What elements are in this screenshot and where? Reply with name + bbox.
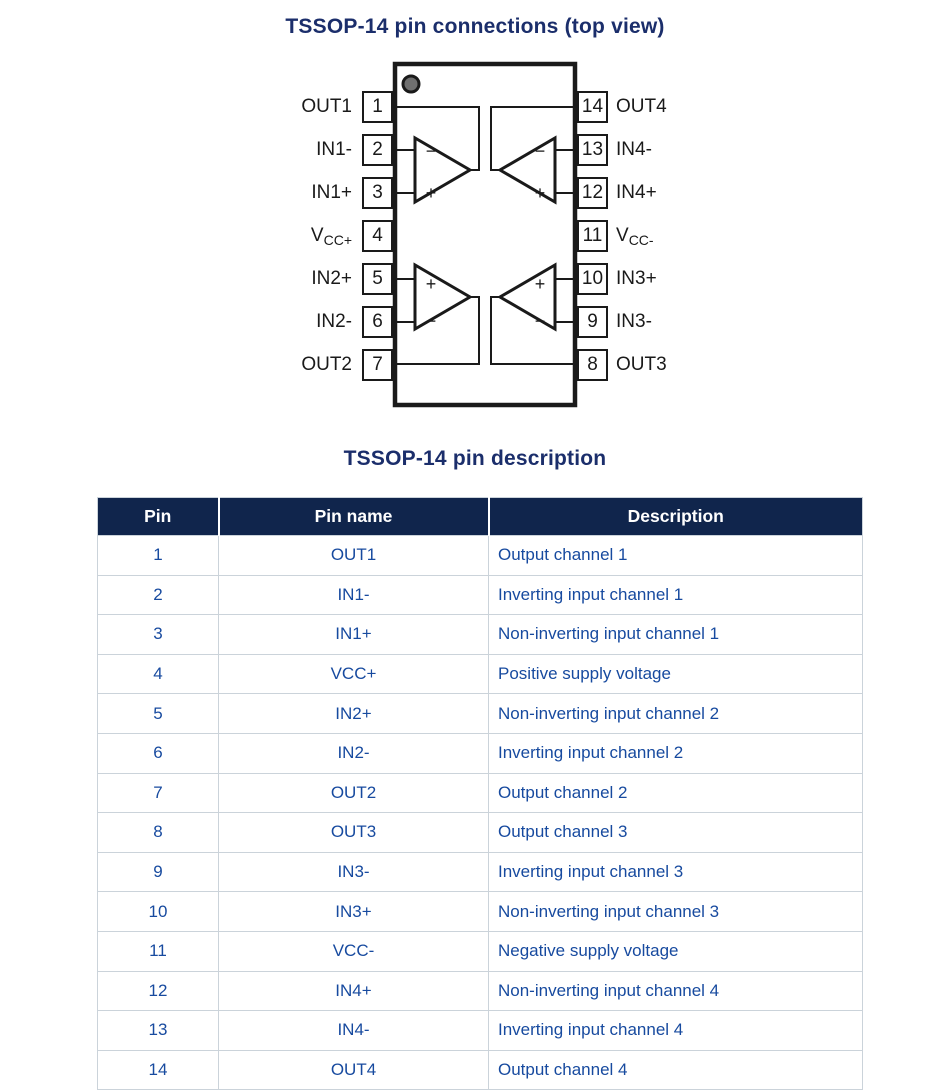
cell-pin-number: 14 — [98, 1050, 219, 1090]
cell-description: Inverting input channel 2 — [489, 733, 863, 773]
table-row — [98, 1050, 863, 1090]
pin-label-text: OUT4 — [616, 96, 667, 117]
pin-number: 5 — [372, 268, 383, 289]
pin-label-text: OUT1 — [301, 96, 352, 117]
pin-number: 12 — [581, 182, 604, 203]
cell-pin-number: 10 — [98, 892, 219, 932]
table-row — [98, 575, 863, 615]
cell-description: Output channel 2 — [489, 773, 863, 813]
pin-14-box — [577, 91, 608, 123]
pin-4-box — [362, 220, 393, 252]
pin-10-label — [616, 266, 836, 292]
opamp-ch2-plus-sign: + — [425, 274, 437, 294]
pin-11-box — [577, 220, 608, 252]
pin-number: 11 — [582, 225, 603, 246]
cell-pin-name: VCC- — [219, 931, 489, 971]
table-row — [98, 931, 863, 971]
pin-14-label — [616, 94, 836, 120]
opamp-ch3-plus-sign: + — [534, 274, 546, 294]
pin-label-text: IN4+ — [616, 182, 657, 203]
cell-pin-number: 11 — [98, 931, 219, 971]
cell-description: Negative supply voltage — [489, 931, 863, 971]
opamp-ch3-minus-sign: − — [534, 311, 546, 331]
cell-pin-number: 6 — [98, 733, 219, 773]
table-header-row — [98, 498, 863, 536]
cell-pin-number: 4 — [98, 654, 219, 694]
cell-description: Positive supply voltage — [489, 654, 863, 694]
pin-number: 9 — [587, 311, 598, 332]
pin-number: 13 — [581, 139, 604, 160]
cell-pin-number: 1 — [98, 536, 219, 576]
table-row — [98, 892, 863, 932]
pin-12-label — [616, 180, 836, 206]
cell-description: Output channel 1 — [489, 536, 863, 576]
table-row — [98, 852, 863, 892]
pin-label-text: IN2- — [316, 311, 352, 332]
cell-pin-name: IN2+ — [219, 694, 489, 734]
pin-12-box — [577, 177, 608, 209]
cell-pin-name: IN3+ — [219, 892, 489, 932]
table-row — [98, 971, 863, 1011]
cell-pin-number: 13 — [98, 1011, 219, 1051]
pin-3-box — [362, 177, 393, 209]
pin-label-text: IN3- — [616, 311, 652, 332]
cell-description: Non-inverting input channel 1 — [489, 615, 863, 655]
pin-number: 4 — [372, 225, 383, 246]
table-row — [98, 1011, 863, 1051]
pin-9-box — [577, 306, 608, 338]
cell-pin-name: OUT2 — [219, 773, 489, 813]
table-row — [98, 536, 863, 576]
pin-13-label — [616, 137, 836, 163]
cell-description: Inverting input channel 4 — [489, 1011, 863, 1051]
pin-label-text: OUT3 — [616, 354, 667, 375]
cell-pin-number: 8 — [98, 813, 219, 853]
pin-5-label — [140, 266, 352, 292]
pin-label-text: V — [616, 225, 629, 246]
pin-2-box — [362, 134, 393, 166]
pin-number: 10 — [581, 268, 604, 289]
pin-label-text: IN1+ — [311, 182, 352, 203]
pin-number: 8 — [587, 354, 598, 375]
pin-6-box — [362, 306, 393, 338]
pin-11-label — [616, 223, 836, 249]
pin-label-text: OUT2 — [301, 354, 352, 375]
pin-description-table — [97, 497, 863, 1090]
cell-pin-name: IN1- — [219, 575, 489, 615]
cell-pin-name: IN4+ — [219, 971, 489, 1011]
pin-1-box — [362, 91, 393, 123]
cell-pin-name: OUT3 — [219, 813, 489, 853]
cell-description: Inverting input channel 1 — [489, 575, 863, 615]
cell-pin-number: 12 — [98, 971, 219, 1011]
package-outline — [395, 64, 575, 405]
pin-label-text: IN3+ — [616, 268, 657, 289]
pin-8-box — [577, 349, 608, 381]
pin-label-text: V — [310, 225, 324, 246]
table-row — [98, 694, 863, 734]
cell-pin-number: 5 — [98, 694, 219, 734]
cell-pin-name: IN2- — [219, 733, 489, 773]
cell-pin-name: OUT1 — [219, 536, 489, 576]
pin-label-text: IN2+ — [311, 268, 352, 289]
table-row — [98, 773, 863, 813]
cell-pin-number: 7 — [98, 773, 219, 813]
opamp-ch4-minus-sign: − — [534, 141, 546, 161]
pin-number: 3 — [372, 182, 383, 203]
column-header-pin: Pin — [98, 498, 219, 536]
cell-pin-name: IN4- — [219, 1011, 489, 1051]
opamp-ch1-plus-sign: + — [425, 183, 437, 203]
opamp-ch1-minus-sign: − — [425, 141, 437, 161]
opamp-ch2-minus-sign: − — [425, 311, 437, 331]
cell-pin-number: 2 — [98, 575, 219, 615]
pin-8-label — [616, 352, 836, 378]
cell-pin-number: 3 — [98, 615, 219, 655]
pin-label-subscript: CC- — [628, 232, 654, 248]
pin-7-box — [362, 349, 393, 381]
table-row — [98, 615, 863, 655]
pin-4-label — [140, 223, 352, 249]
cell-description: Non-inverting input channel 3 — [489, 892, 863, 932]
pin-description-title: TSSOP-14 pin description — [343, 447, 607, 470]
pin-2-label — [140, 137, 352, 163]
pin-number: 14 — [581, 96, 604, 117]
cell-pin-name: VCC+ — [219, 654, 489, 694]
table-row — [98, 813, 863, 853]
pin-1-label — [140, 94, 352, 120]
pin-connections-title: TSSOP-14 pin connections (top view) — [285, 15, 665, 38]
pin-number: 7 — [372, 354, 383, 375]
pin-label-subscript: CC+ — [323, 232, 352, 248]
pin-6-label — [140, 309, 352, 335]
cell-description: Non-inverting input channel 2 — [489, 694, 863, 734]
pin-10-box — [577, 263, 608, 295]
cell-description: Inverting input channel 3 — [489, 852, 863, 892]
pin-number: 2 — [372, 139, 383, 160]
cell-pin-name: OUT4 — [219, 1050, 489, 1090]
pin-number: 6 — [372, 311, 383, 332]
pin-9-label — [616, 309, 836, 335]
pin-5-box — [362, 263, 393, 295]
pin-3-label — [140, 180, 352, 206]
opamp-ch4-plus-sign: + — [534, 183, 546, 203]
column-header-description: Description — [489, 498, 863, 536]
cell-description: Non-inverting input channel 4 — [489, 971, 863, 1011]
table-row — [98, 733, 863, 773]
table-row — [98, 654, 863, 694]
pin-label-text: IN4- — [616, 139, 652, 160]
cell-pin-name: IN1+ — [219, 615, 489, 655]
cell-description: Output channel 4 — [489, 1050, 863, 1090]
cell-description: Output channel 3 — [489, 813, 863, 853]
pin-label-text: IN1- — [316, 139, 352, 160]
pin-number: 1 — [372, 96, 383, 117]
cell-pin-name: IN3- — [219, 852, 489, 892]
column-header-pin-name: Pin name — [219, 498, 489, 536]
pin-13-box — [577, 134, 608, 166]
pin-7-label — [140, 352, 352, 378]
cell-pin-number: 9 — [98, 852, 219, 892]
pin1-indicator-dot — [403, 76, 419, 92]
